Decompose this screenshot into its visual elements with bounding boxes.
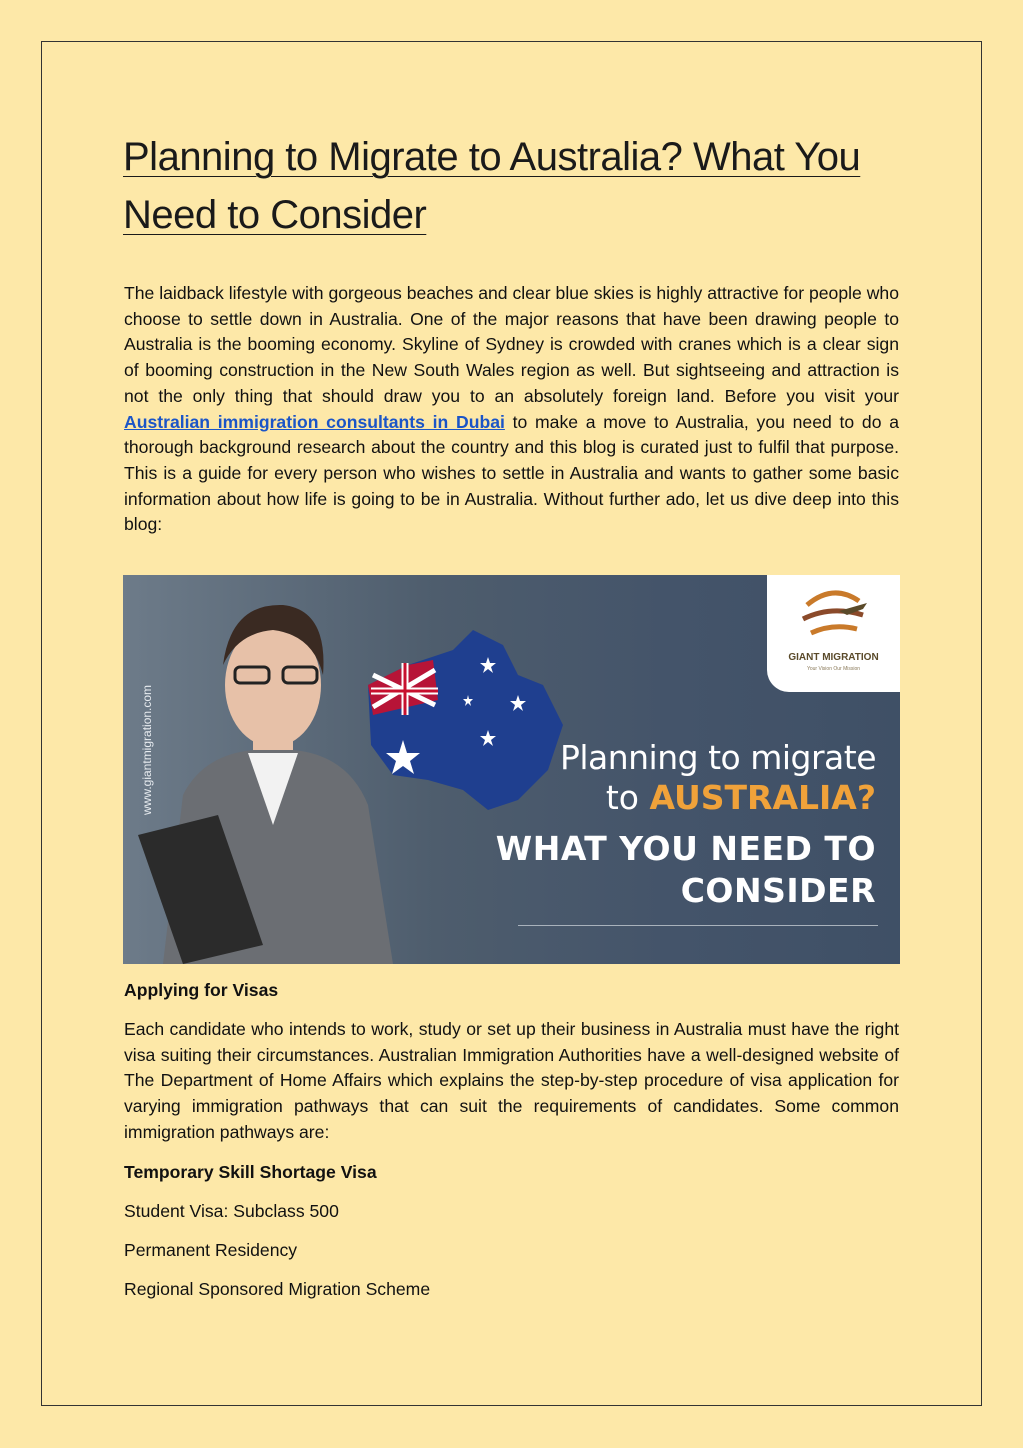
website-watermark: www.giantmigration.com (140, 684, 154, 815)
pathway-item: Permanent Residency (124, 1240, 298, 1260)
hero-divider (518, 925, 878, 926)
pathway-item: Regional Sponsored Migration Scheme (124, 1279, 431, 1299)
intro-paragraph (124, 281, 899, 538)
pathway-heading: Temporary Skill Shortage Visa (124, 1162, 377, 1182)
visa-paragraph: Each candidate who intends to work, study or set up their business in Australia must have the right visa suiting their circumstances. Australian Immigration Authorities have a well-designed website of The Department of Home Affairs which explains the step-by-step procedure of visa application for varying immigration pathways that can suit the requirements of candidates. Some common immigration pathways are: (124, 1019, 899, 1142)
page-title: Planning to Migrate to Australia? What You Need to Consider (123, 135, 861, 237)
hero-headline-line3: WHAT YOU NEED TO (495, 829, 876, 868)
section-heading: Applying for Visas (124, 980, 279, 1000)
hero-headline-line2 (606, 778, 876, 818)
pathway-item: Student Visa: Subclass 500 (124, 1201, 339, 1221)
hero-headline-line1: Planning to migrate (559, 738, 876, 777)
logo-name: GIANT MIGRATION (788, 652, 879, 663)
intro-text-before: The laidback lifestyle with gorgeous beaches and clear blue skies is highly attractive for people who choose to settle down in Australia. One of the major reasons that have been drawing people to Australia is the booming economy. Skyline of Sydney is crowded with cranes which is a clear sign of booming construction in the New South Wales region as well. But sightseeing and attraction is not the only thing that should draw you to an absolutely foreign land. Before you visit your (124, 283, 899, 406)
consultants-link[interactable]: Australian immigration consultants in Dubai (124, 411, 505, 432)
hero-headline-prefix: to (605, 778, 650, 817)
hero-headline-line4: CONSIDER (680, 871, 876, 910)
hero-banner-image (123, 575, 900, 964)
hero-headline-accent: AUSTRALIA? (649, 778, 876, 817)
intro-text-after: to make a move to Australia, you need to do a thorough background research about the country and this blog is curated just to fulfil that purpose. This is a guide for every person who wishes to settle in Australia and wants to gather some basic information about how life is going to be in Australia. Without further ado, let us dive deep into this blog: (124, 411, 899, 535)
logo-tagline: Your Vision Our Mission (806, 666, 861, 672)
airplane-swoosh-icon (767, 575, 900, 655)
australia-map-icon (368, 630, 563, 810)
company-logo (767, 575, 900, 692)
